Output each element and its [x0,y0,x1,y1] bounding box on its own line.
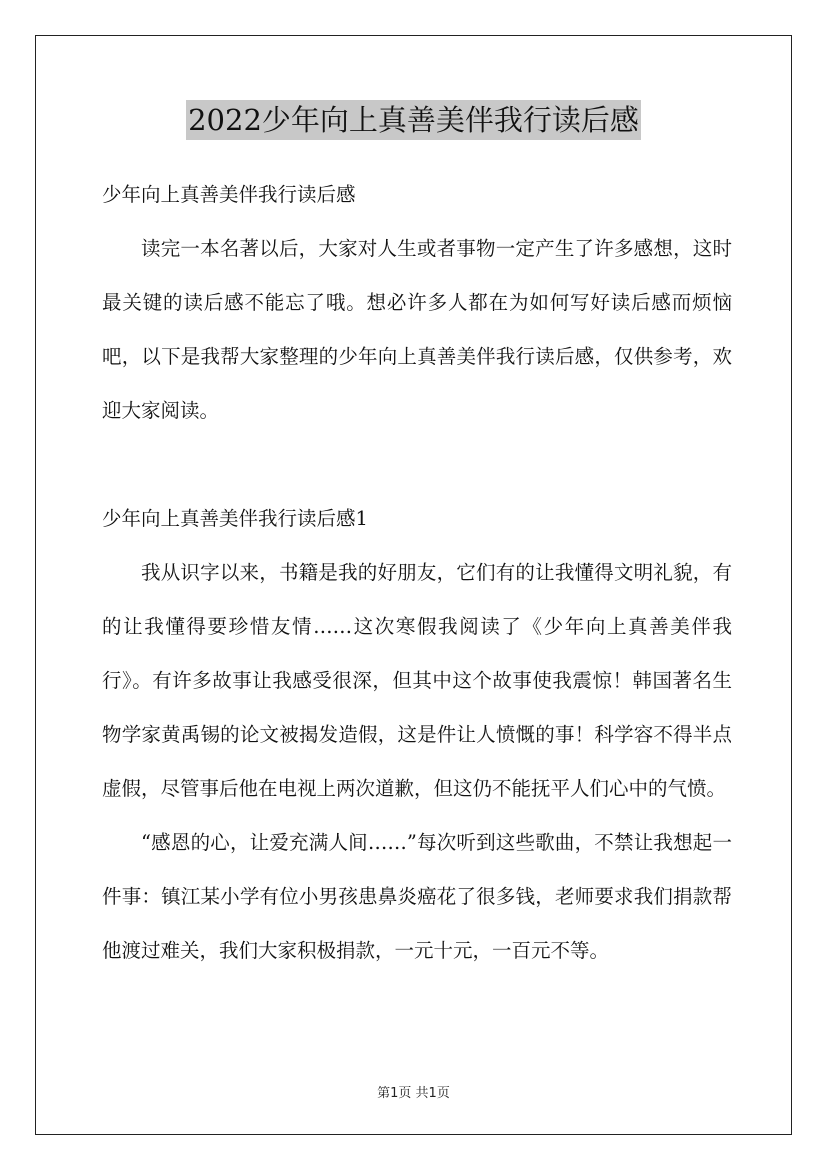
intro-paragraph: 读完一本名著以后，大家对人生或者事物一定产生了许多感想，这时最关键的读后感不能忘了哦。想必许多人都在为如何写好读后感而烦恼吧，以下是我帮大家整理的少年向上真善美伴我行读后感，仅供参考，欢迎大家阅读。 [102,237,732,422]
intro-heading: 少年向上真善美伴我行读后感 [102,183,356,206]
paragraph-spacer [102,438,732,492]
section-paragraph-1: 我从识字以来，书籍是我的好朋友，它们有的让我懂得文明礼貌，有的让我懂得要珍惜友情……这次寒假我阅读了《少年向上真善美伴我行》。有许多故事让我感受很深，但其中这个故事使我震惊！韩国著名生物学家黄禹锡的论文被揭发造假，这是件让人愤慨的事！科学容不得半点虚假，尽管事后他在电视上两次道歉，但这仍不能抚平人们心中的气愤。 [102,561,732,800]
section-paragraph-2: “感恩的心，让爱充满人间……”每次听到这些歌曲，不禁让我想起一件事：镇江某小学有位小男孩患鼻炎癌花了很多钱，老师要求我们捐款帮他渡过难关，我们大家积极捐款，一元十元，一百元不等。 [102,831,732,962]
page-footer: 第1页 共1页 [377,1086,450,1101]
section-heading: 少年向上真善美伴我行读后感1 [102,507,368,530]
document-title: 2022少年向上真善美伴我行读后感 [186,100,641,140]
document-body [102,168,732,978]
title-container [0,100,827,140]
